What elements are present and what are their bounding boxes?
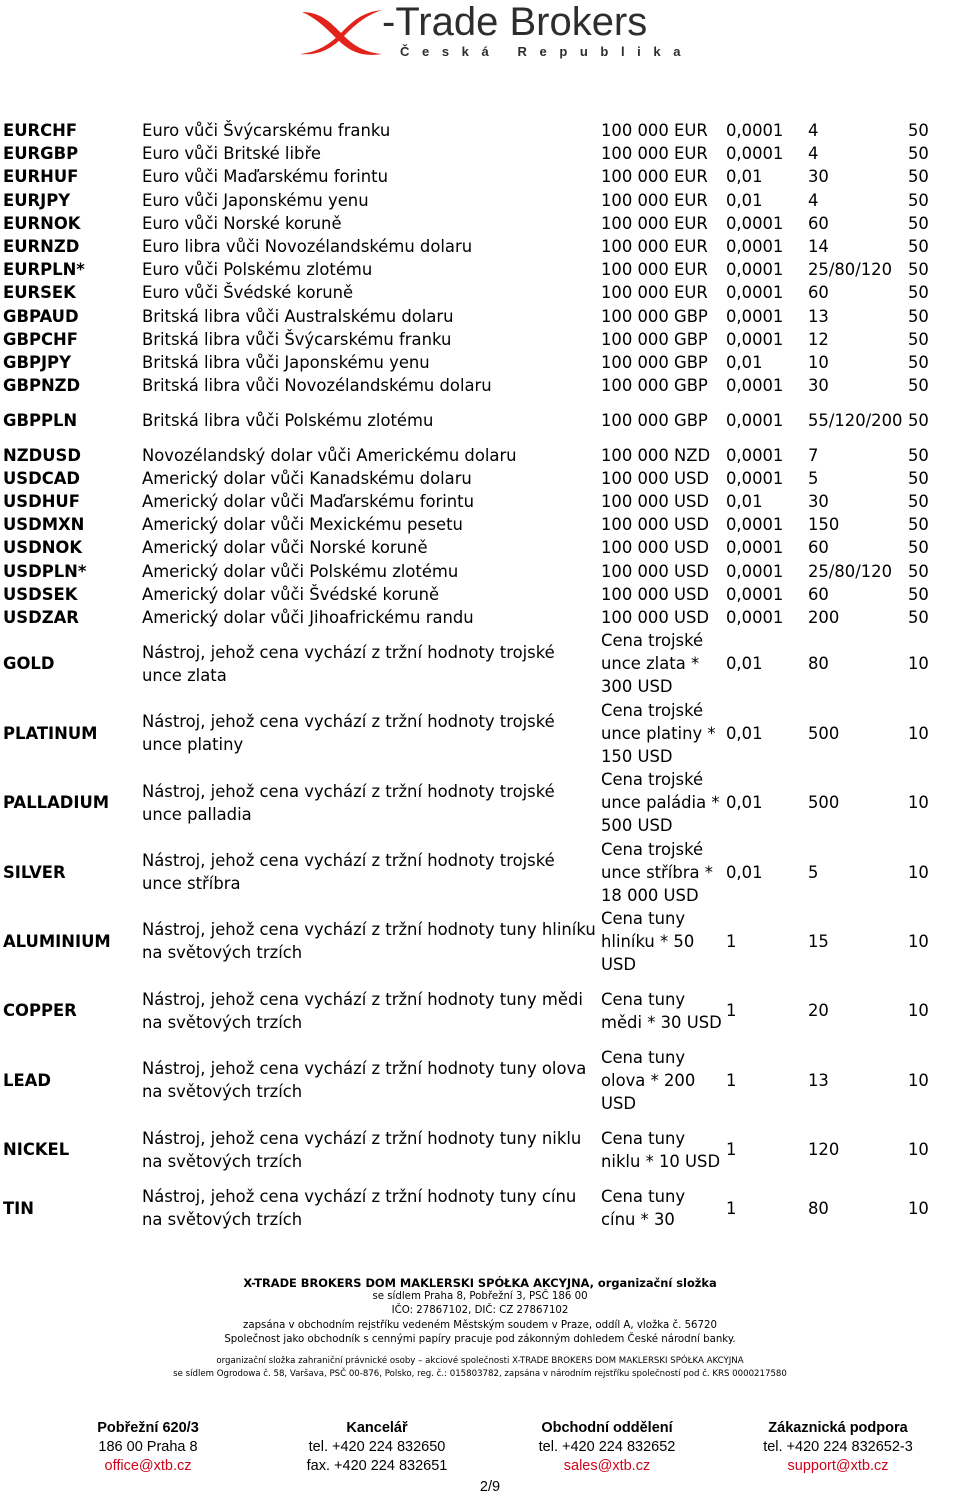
tick-size-cell: 0,0001 [726, 561, 784, 581]
spread-cell: 4 [808, 144, 819, 164]
tick-size-cell: 0,0001 [726, 260, 784, 280]
symbol-cell: EURPLN* [3, 260, 85, 280]
instruments-body [0, 119, 935, 1232]
page-number: 2/9 [479, 1479, 501, 1495]
tick-size-cell: 0,0001 [726, 306, 784, 326]
table-row [0, 699, 935, 768]
spread-cell: 60 [808, 213, 829, 233]
leverage-cell: 50 [908, 352, 929, 372]
contract-size-cell: Cena trojské unce stříbra * 18 000 USD [601, 839, 713, 905]
description-cell: Britská libra vůči Švýcarskému franku [142, 329, 452, 349]
table-row [0, 142, 935, 165]
table-row [0, 513, 935, 536]
symbol-cell: EURNZD [3, 237, 80, 257]
contract-size-cell: 100 000 GBP [601, 329, 708, 349]
spread-cell: 60 [808, 584, 829, 604]
footer-branch: organizační složka zahraniční právnické osoby – akciové společnosti X-TRADE BROKERS DOM MAKLERSKI SPÓŁKA AKCYJNA [216, 1356, 744, 1367]
tick-size-cell: 0,0001 [726, 237, 784, 257]
contract-size-cell: 100 000 EUR [601, 121, 708, 141]
tick-size-cell: 0,0001 [726, 410, 784, 430]
spread-cell: 80 [808, 1198, 829, 1218]
table-row [0, 235, 935, 258]
symbol-cell: USDSEK [3, 584, 78, 604]
tick-size-cell: 0,01 [726, 492, 763, 512]
contract-size-cell: 100 000 EUR [601, 237, 708, 257]
table-row [0, 165, 935, 188]
contract-size-cell: 100 000 USD [601, 468, 710, 488]
contract-size-cell: 100 000 EUR [601, 144, 708, 164]
contact-title: Kancelář [346, 1420, 408, 1436]
contacts [0, 1419, 960, 1479]
logo-subtitle: Česká Republika [400, 44, 694, 59]
tick-size-cell: 0,0001 [726, 538, 784, 558]
leverage-cell: 10 [908, 1198, 929, 1218]
contact-line: 186 00 Praha 8 [98, 1439, 198, 1455]
tick-size-cell: 0,0001 [726, 468, 784, 488]
spread-cell: 7 [808, 445, 819, 465]
table-row [0, 629, 935, 698]
tick-size-cell: 0,0001 [726, 121, 784, 141]
tick-size-cell: 1 [726, 1001, 737, 1021]
spread-cell: 500 [808, 793, 840, 813]
instruments-table [0, 119, 935, 1232]
spread-cell: 55/120/200 [808, 410, 903, 430]
contract-size-cell: 100 000 USD [601, 584, 710, 604]
contract-size-cell: 100 000 GBP [601, 306, 708, 326]
description-cell: Americký dolar vůči Mexickému pesetu [142, 515, 463, 535]
spread-cell: 20 [808, 1001, 829, 1021]
leverage-cell: 50 [908, 190, 929, 210]
leverage-cell: 50 [908, 329, 929, 349]
table-row [0, 328, 935, 351]
symbol-cell: USDHUF [3, 492, 80, 512]
description-cell: Britská libra vůči Polskému zlotému [142, 410, 434, 430]
leverage-cell: 10 [908, 793, 929, 813]
symbol-cell: PLATINUM [3, 723, 98, 743]
symbol-cell: GBPJPY [3, 352, 71, 372]
table-row [0, 976, 935, 1045]
spread-cell: 25/80/120 [808, 561, 893, 581]
symbol-cell: SILVER [3, 862, 66, 882]
leverage-cell: 10 [908, 1001, 929, 1021]
leverage-cell: 50 [908, 237, 929, 257]
table-row [0, 397, 935, 443]
table-row [0, 907, 935, 976]
symbol-cell: EURGBP [3, 144, 79, 164]
spread-cell: 4 [808, 121, 819, 141]
table-row [0, 1045, 935, 1114]
tick-size-cell: 0,01 [726, 190, 763, 210]
description-cell: Euro vůči Britské libře [142, 144, 321, 164]
logo-text: -Trade Brokers [382, 0, 648, 44]
contract-size-cell: Cena tuny mědi * 30 USD [601, 989, 722, 1032]
contract-size-cell: Cena trojské unce platiny * 150 USD [601, 700, 716, 766]
description-cell: Americký dolar vůči Jihoafrickému randu [142, 608, 474, 628]
spread-cell: 60 [808, 538, 829, 558]
leverage-cell: 50 [908, 213, 929, 233]
spread-cell: 25/80/120 [808, 260, 893, 280]
spread-cell: 15 [808, 931, 829, 951]
spread-cell: 10 [808, 352, 829, 372]
description-cell: Novozélandský dolar vůči Americkému dolaru [142, 445, 517, 465]
leverage-cell: 50 [908, 468, 929, 488]
table-row [0, 119, 935, 142]
description-cell: Americký dolar vůči Maďarskému forintu [142, 492, 474, 512]
footer-address: se sídlem Praha 8, Pobřežní 3, PSČ 186 00 [372, 1291, 588, 1303]
spread-cell: 150 [808, 515, 840, 535]
description-cell: Euro vůči Norské koruně [142, 213, 342, 233]
spread-cell: 60 [808, 283, 829, 303]
contact-title: Pobřežní 620/3 [97, 1420, 199, 1436]
table-row [0, 351, 935, 374]
symbol-cell: USDCAD [3, 468, 81, 488]
leverage-cell: 10 [908, 723, 929, 743]
symbol-cell: GBPAUD [3, 306, 79, 326]
description-cell: Nástroj, jehož cena vychází z tržní hodnoty trojské unce palladia [142, 781, 555, 824]
leverage-cell: 50 [908, 306, 929, 326]
contact-line: tel. +420 224 832650 [308, 1439, 446, 1455]
tick-size-cell: 0,0001 [726, 515, 784, 535]
support-email-link[interactable]: support@xtb.cz [787, 1458, 889, 1474]
tick-size-cell: 0,01 [726, 862, 763, 882]
table-row [0, 212, 935, 235]
description-cell: Nástroj, jehož cena vychází z tržní hodnoty tuny cínu na světových trzích [142, 1187, 577, 1230]
tick-size-cell: 0,01 [726, 352, 763, 372]
spread-cell: 200 [808, 608, 840, 628]
table-row [0, 305, 935, 328]
leverage-cell: 50 [908, 561, 929, 581]
table-row [0, 1115, 935, 1184]
tick-size-cell: 0,0001 [726, 608, 784, 628]
table-row [0, 583, 935, 606]
description-cell: Britská libra vůči Novozélandskému dolaru [142, 376, 492, 396]
leverage-cell: 50 [908, 260, 929, 280]
symbol-cell: TIN [3, 1198, 34, 1218]
symbol-cell: GBPNZD [3, 376, 81, 396]
leverage-cell: 50 [908, 538, 929, 558]
table-row [0, 374, 935, 397]
table-row [0, 768, 935, 837]
x-mark-icon [296, 2, 386, 62]
description-cell: Nástroj, jehož cena vychází z tržní hodnoty tuny mědi na světových trzích [142, 989, 583, 1032]
sales-email-link[interactable]: sales@xtb.cz [563, 1458, 651, 1474]
spread-cell: 13 [808, 1070, 829, 1090]
tick-size-cell: 0,01 [726, 793, 763, 813]
leverage-cell: 10 [908, 931, 929, 951]
contract-size-cell: 100 000 USD [601, 538, 710, 558]
leverage-cell: 50 [908, 445, 929, 465]
spread-cell: 30 [808, 376, 829, 396]
table-row [0, 467, 935, 490]
leverage-cell: 50 [908, 608, 929, 628]
xtb-logo [296, 0, 696, 66]
symbol-cell: GOLD [3, 654, 55, 674]
contract-size-cell: Cena tuny olova * 200 USD [601, 1047, 696, 1113]
leverage-cell: 10 [908, 654, 929, 674]
table-row [0, 606, 935, 629]
tick-size-cell: 0,01 [726, 167, 763, 187]
tick-size-cell: 0,01 [726, 723, 763, 743]
description-cell: Americký dolar vůči Kanadskému dolaru [142, 468, 472, 488]
contract-size-cell: 100 000 GBP [601, 376, 708, 396]
spread-cell: 80 [808, 654, 829, 674]
description-cell: Americký dolar vůči Švédské koruně [142, 584, 440, 604]
symbol-cell: GBPPLN [3, 410, 78, 430]
spread-cell: 13 [808, 306, 829, 326]
tick-size-cell: 1 [726, 931, 737, 951]
description-cell: Nástroj, jehož cena vychází z tržní hodnoty trojské unce stříbra [142, 851, 555, 893]
contract-size-cell: 100 000 EUR [601, 190, 708, 210]
symbol-cell: EURCHF [3, 121, 78, 141]
contact-title: Zákaznická podpora [768, 1420, 908, 1436]
contract-size-cell: 100 000 EUR [601, 213, 708, 233]
leverage-cell: 50 [908, 584, 929, 604]
contract-size-cell: Cena tuny hliníku * 50 USD [601, 908, 695, 974]
footer-company: X-TRADE BROKERS DOM MAKLERSKI SPÓŁKA AKCYJNA, organizační složka [243, 1276, 717, 1290]
contact-office [292, 1419, 462, 1476]
description-cell: Euro vůči Švédské koruně [142, 283, 354, 303]
description-cell: Euro vůči Japonskému yenu [142, 190, 369, 210]
table-row [0, 189, 935, 212]
symbol-cell: LEAD [3, 1070, 51, 1090]
description-cell: Nástroj, jehož cena vychází z tržní hodnoty tuny olova na světových trzích [142, 1059, 587, 1102]
description-cell: Americký dolar vůči Polskému zlotému [142, 561, 459, 581]
description-cell: Americký dolar vůči Norské koruně [142, 538, 428, 558]
description-cell: Euro vůči Švýcarskému franku [142, 121, 391, 141]
tick-size-cell: 0,0001 [726, 329, 784, 349]
contract-size-cell: 100 000 GBP [601, 410, 708, 430]
footer-register: zapsána v obchodním rejstříku vedeném Městským soudem v Praze, oddíl A, vložka č. 56720 [243, 1319, 717, 1331]
contact-support [746, 1419, 930, 1476]
description-cell: Nástroj, jehož cena vychází z tržní hodnoty trojské unce platiny [142, 712, 555, 755]
spread-cell: 30 [808, 167, 829, 187]
leverage-cell: 10 [908, 1070, 929, 1090]
symbol-cell: ALUMINIUM [3, 931, 111, 951]
symbol-cell: USDNOK [3, 538, 83, 558]
spread-cell: 12 [808, 329, 829, 349]
footer-seat: se sídlem Ogrodowa č. 58, Varšava, PSČ 00-876, Polsko, reg. č.: 015803782, zapsána v národním rejstříku společností pod č. KRS 0000217580 [173, 1369, 787, 1380]
leverage-cell: 50 [908, 376, 929, 396]
footer-supervision: Společnost jako obchodník s cennými papíry pracuje pod zákonným dohledem České národní banky. [224, 1333, 736, 1345]
table-row [0, 560, 935, 583]
symbol-cell: EURNOK [3, 213, 81, 233]
tick-size-cell: 0,0001 [726, 283, 784, 303]
description-cell: Nástroj, jehož cena vychází z tržní hodnoty tuny niklu na světových trzích [142, 1128, 582, 1171]
tick-size-cell: 0,0001 [726, 376, 784, 396]
description-cell: Euro vůči Maďarskému forintu [142, 167, 388, 187]
contract-size-cell: 100 000 GBP [601, 352, 708, 372]
leverage-cell: 50 [908, 492, 929, 512]
tick-size-cell: 0,01 [726, 654, 763, 674]
table-row [0, 536, 935, 559]
footer [0, 1276, 960, 1381]
contact-line: fax. +420 224 832651 [306, 1458, 448, 1474]
table-row [0, 258, 935, 281]
leverage-cell: 50 [908, 121, 929, 141]
table-row [0, 1184, 935, 1232]
description-cell: Britská libra vůči Australskému dolaru [142, 306, 454, 326]
contract-size-cell: 100 000 EUR [601, 260, 708, 280]
symbol-cell: USDMXN [3, 515, 85, 535]
description-cell: Euro libra vůči Novozélandskému dolaru [142, 237, 473, 257]
symbol-cell: NZDUSD [3, 445, 81, 465]
contact-line: tel. +420 224 832652 [538, 1439, 676, 1455]
contact-sales [522, 1419, 692, 1476]
spread-cell: 30 [808, 492, 829, 512]
contract-size-cell: 100 000 NZD [601, 445, 711, 465]
leverage-cell: 50 [908, 515, 929, 535]
contract-size-cell: Cena tuny niklu * 10 USD [601, 1128, 721, 1171]
tick-size-cell: 1 [726, 1070, 737, 1090]
table-row [0, 281, 935, 304]
tick-size-cell: 0,0001 [726, 445, 784, 465]
contract-size-cell: Cena tuny cínu * 30 [601, 1187, 686, 1230]
tick-size-cell: 1 [726, 1198, 737, 1218]
leverage-cell: 50 [908, 410, 929, 430]
contract-size-cell: Cena trojské unce paládia * 500 USD [601, 770, 720, 836]
symbol-cell: COPPER [3, 1001, 77, 1021]
leverage-cell: 10 [908, 1140, 929, 1160]
symbol-cell: EURJPY [3, 190, 71, 210]
leverage-cell: 50 [908, 144, 929, 164]
symbol-cell: EURHUF [3, 167, 79, 187]
contact-line: tel. +420 224 832652-3 [763, 1439, 913, 1455]
contract-size-cell: 100 000 USD [601, 561, 710, 581]
symbol-cell: USDZAR [3, 608, 79, 628]
contact-address [78, 1419, 218, 1476]
contract-size-cell: 100 000 USD [601, 492, 710, 512]
leverage-cell: 10 [908, 862, 929, 882]
symbol-cell: NICKEL [3, 1140, 70, 1160]
office-email-link[interactable]: office@xtb.cz [104, 1458, 192, 1474]
contact-title: Obchodní oddělení [541, 1420, 673, 1436]
spread-cell: 500 [808, 723, 840, 743]
tick-size-cell: 0,0001 [726, 144, 784, 164]
table-row [0, 444, 935, 467]
table-row [0, 837, 935, 906]
spread-cell: 4 [808, 190, 819, 210]
symbol-cell: EURSEK [3, 283, 76, 303]
description-cell: Nástroj, jehož cena vychází z tržní hodnoty tuny hliníku na světových trzích [142, 920, 596, 963]
description-cell: Britská libra vůči Japonskému yenu [142, 352, 430, 372]
symbol-cell: GBPCHF [3, 329, 78, 349]
contract-size-cell: 100 000 EUR [601, 167, 708, 187]
contract-size-cell: 100 000 EUR [601, 283, 708, 303]
symbol-cell: USDPLN* [3, 561, 87, 581]
tick-size-cell: 0,0001 [726, 584, 784, 604]
description-cell: Nástroj, jehož cena vychází z tržní hodnoty trojské unce zlata [142, 642, 555, 685]
tick-size-cell: 1 [726, 1140, 737, 1160]
table-row [0, 490, 935, 513]
spread-cell: 14 [808, 237, 829, 257]
spread-cell: 5 [808, 468, 819, 488]
description-cell: Euro vůči Polskému zlotému [142, 260, 373, 280]
symbol-cell: PALLADIUM [3, 793, 110, 813]
leverage-cell: 50 [908, 167, 929, 187]
tick-size-cell: 0,0001 [726, 213, 784, 233]
contract-size-cell: Cena trojské unce zlata * 300 USD [601, 631, 704, 697]
spread-cell: 5 [808, 862, 819, 882]
contract-size-cell: 100 000 USD [601, 608, 710, 628]
footer-ids: IČO: 27867102, DIČ: CZ 27867102 [391, 1305, 569, 1317]
contract-size-cell: 100 000 USD [601, 515, 710, 535]
spread-cell: 120 [808, 1140, 840, 1160]
leverage-cell: 50 [908, 283, 929, 303]
